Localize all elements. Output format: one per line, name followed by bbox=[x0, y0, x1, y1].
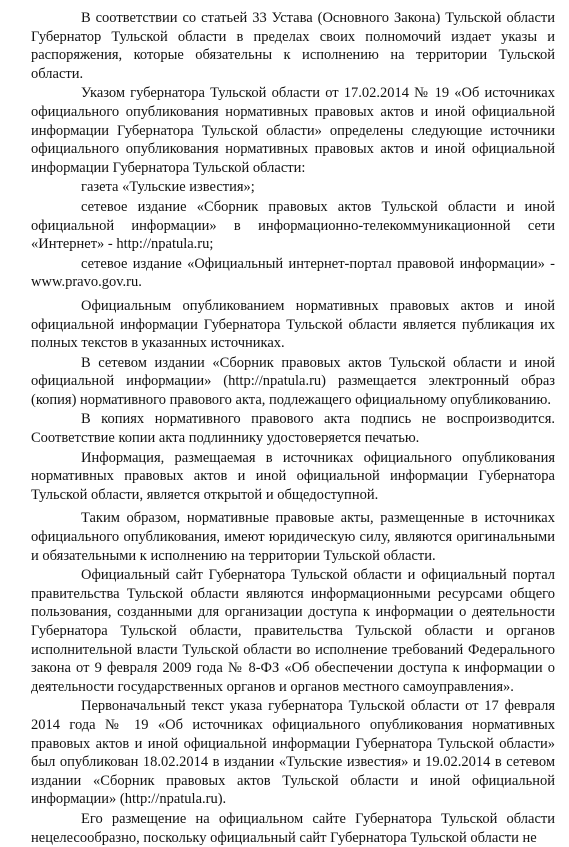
paragraph-placement: Его размещение на официальном сайте Губернатора Тульской области нецелесообразно, поскольку официальный сайт Губернатора Тульской области не bbox=[31, 810, 555, 846]
paragraph-signature: В копиях нормативного правового акта подпись не воспроизводится. Соответствие копии акта подлиннику удостоверяется печатью. bbox=[31, 411, 555, 447]
list-item-newspaper: газета «Тульские известия»; bbox=[81, 179, 255, 196]
list-item-npatula: сетевое издание «Сборник правовых актов Тульской области и иной официальной информации» в информационно-телекоммуникационной сети «Интернет» - http://npatula.ru; bbox=[31, 198, 555, 253]
paragraph-original-text: Первоначальный текст указа губернатора Тульской области от 17 февраля 2014 года № 19 «Об источниках официального опубликования нормативных правовых актов и иной официальной информации Губернатора Тульской области» был опубликован 18.02.2014 в издании «Тульские известия» и 19.02.2014 в сетевом издании «Сборник правовых актов Тульской области и иной официальной информации» (http://npatula.ru). bbox=[31, 698, 555, 808]
paragraph-official-publication: Официальным опубликованием нормативных правовых актов и иной официальной информации Губернатора Тульской области является публикация их полных текстов в указанных источниках. bbox=[31, 297, 555, 352]
paragraph-official-site: Официальный сайт Губернатора Тульской области и официальный портал правительства Тульской области являются информационными ресурсами общего пользования, созданными для организации доступа к информации о деятельности Губернатора Тульской области, правительства Тульской области и органов исполнительной власти Тульской области во исполнение требований Федерального закона от 9 февраля 2009 года № 8-ФЗ «Об обеспечении доступа к информации о деятельности государственных органов и органов местного самоуправления». bbox=[31, 567, 555, 695]
paragraph-charter: В соответствии со статьей 33 Устава (Основного Закона) Тульской области Губернатор Тульской области в пределах своих полномочий издает указы и распоряжения, которые обязательны к исполнению на территории Тульской области. bbox=[31, 10, 555, 82]
paragraph-electronic-copy: В сетевом издании «Сборник правовых актов Тульской области и иной официальной информации» (http://npatula.ru) размещается электронный образ (копия) нормативного правового акта, подлежащего официальному опубликованию. bbox=[31, 354, 555, 408]
list-item-pravo: сетевое издание «Официальный интернет-портал правовой информации» - www.pravo.gov.ru. bbox=[31, 255, 555, 291]
paragraph-legal-force: Таким образом, нормативные правовые акты, размещенные в источниках официального опубликования, имеют юридическую силу, являются оригинальными и обязательными к исполнению на территории Тульской области. bbox=[31, 510, 555, 564]
paragraph-decree: Указом губернатора Тульской области от 17.02.2014 № 19 «Об источниках официального опубликования нормативных правовых актов и иной официальной информации Губернатора Тульской области» определены следующие источники официального опубликования нормативных правовых актов и иной официальной информации Губернатора Тульской области: bbox=[31, 85, 555, 176]
document-page bbox=[31, 9, 555, 847]
paragraph-open-information: Информация, размещаемая в источниках официального опубликования нормативных правовых актов и иной официальной информации Губернатора Тульской области, является открытой и общедоступной. bbox=[31, 449, 555, 503]
